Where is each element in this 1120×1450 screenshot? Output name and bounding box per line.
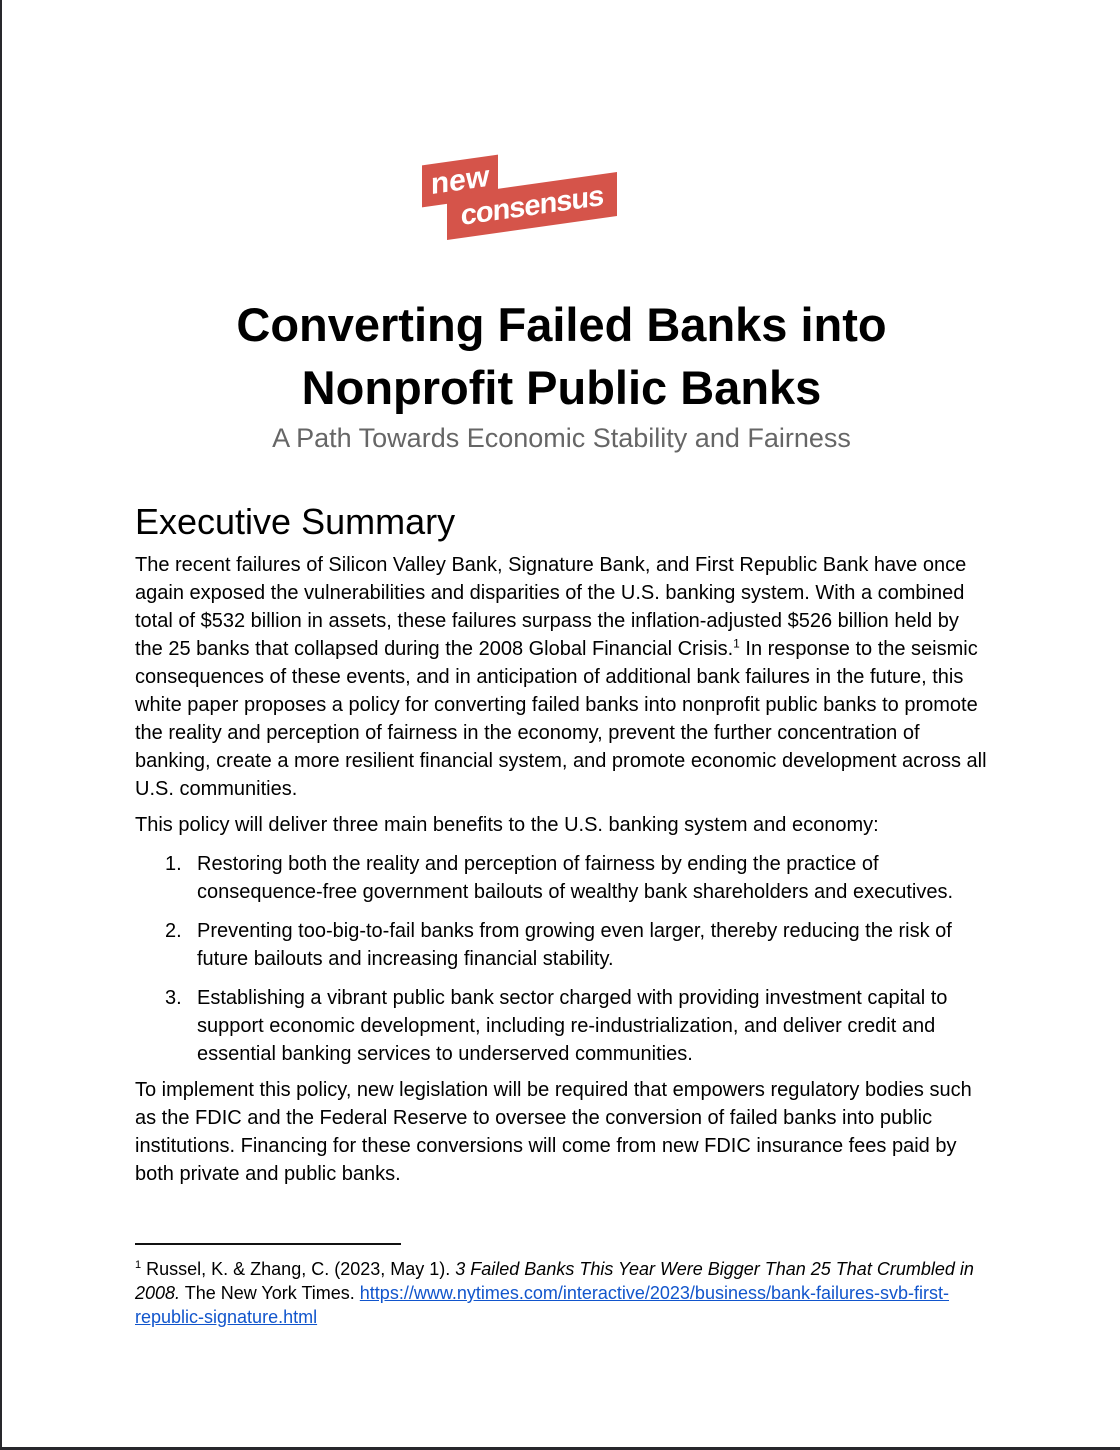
list-item-number: 3. [165,987,182,1009]
footnote-area [135,1243,988,1329]
footnote-work-title: 3 Failed Banks This Year Were Bigger Than 25 That Crumbled in 2008. [135,1259,974,1303]
list-item-2 [165,917,988,973]
document-subtitle: A Path Towards Economic Stability and Fairness [272,423,851,453]
paragraph-1-text: The recent failures of Silicon Valley Bank, Signature Bank, and First Republic Bank have once again exposed the vulnerabilities and disparities of the U.S. banking system. With a combined total of $532 billion in assets, these failures surpass the inflation-adjusted $526 billion held by the 25 banks that collapsed during the 2008 Global Financial Crisis. [135,554,967,660]
footnote-separator [135,1243,401,1245]
document-page [2,0,1120,1447]
paragraph-2: This policy will deliver three main benefits to the U.S. banking system and economy: [135,814,879,836]
new-consensus-logo [422,156,622,256]
footnote-citation: Russel, K. & Zhang, C. (2023, May 1). [141,1259,456,1279]
document-title [135,293,988,419]
list-item-3 [165,984,988,1068]
list-item-text: Establishing a vibrant public bank sector charged with providing investment capital to support economic development, including re-industrialization, and deliver credit and essential banking services to underserved communities. [197,987,948,1065]
list-item-text: Preventing too-big-to-fail banks from growing even larger, thereby reducing the risk of future bailouts and increasing financial stability. [197,920,952,970]
footnote-link[interactable]: https://www.nytimes.com/interactive/2023/business/bank-failures-svb-first-republic-signature.html [135,1283,950,1327]
paragraph-1 [135,551,988,803]
footnote [135,1257,988,1329]
logo-word-new: new [430,159,490,202]
list-item-1 [165,850,988,906]
title-line-1: Converting Failed Banks into [236,298,887,351]
paragraph-3: To implement this policy, new legislation will be required that empowers regulatory bodies such as the FDIC and the Federal Reserve to oversee the conversion of failed banks into public institutions. Financing for these conversions will come from new FDIC insurance fees paid by both private and public banks. [135,1079,972,1185]
logo-word-consensus: consensus [460,179,604,232]
footnote-reference: 1 [733,636,740,651]
paragraph-1-continued: In response to the seismic consequences of these events, and in anticipation of additional bank failures in the future, this white paper proposes a policy for converting failed banks into nonprofit public banks to promote the reality and perception of fairness in the economy, prevent the further concentration of banking, create a more resilient financial system, and promote economic development across all U.S. communities. [135,638,987,800]
footnote-marker: 1 [135,1259,142,1271]
benefits-list [135,850,988,1068]
title-line-2: Nonprofit Public Banks [301,361,822,414]
section-heading: Executive Summary [135,501,456,542]
list-item-number: 1. [165,853,182,875]
list-item-text: Restoring both the reality and perception of fairness by ending the practice of consequence-free government bailouts of wealthy bank shareholders and executives. [197,853,954,903]
list-item-number: 2. [165,920,182,942]
footnote-publisher: The New York Times. [180,1283,360,1303]
